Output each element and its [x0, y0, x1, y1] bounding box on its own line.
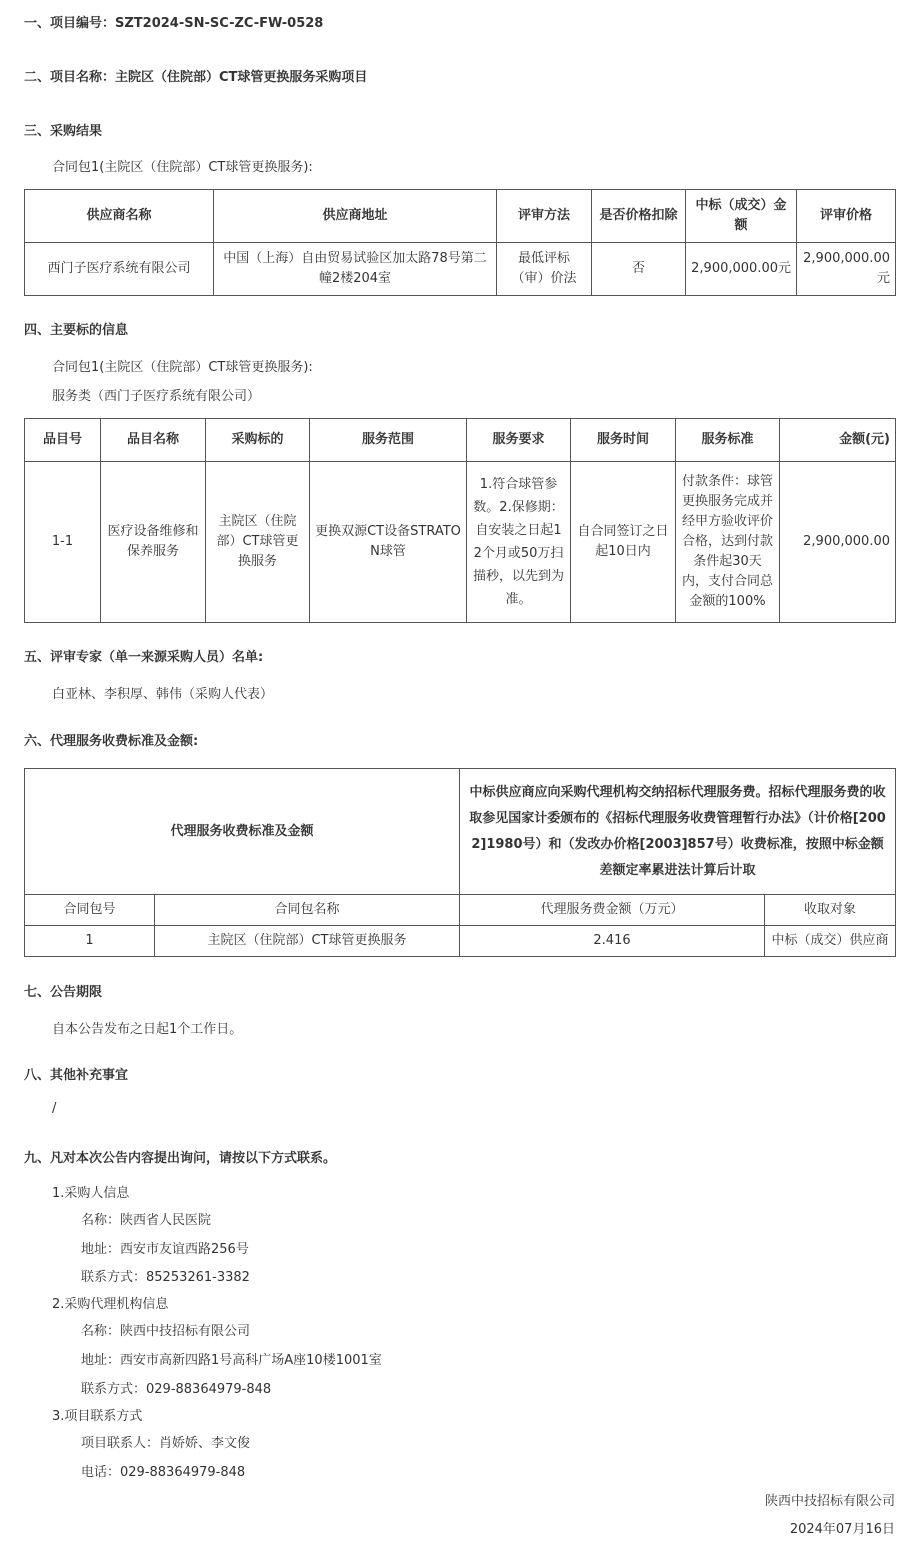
service-time: 自合同签订之日起10日内 [571, 462, 676, 623]
header-supplier-address: 供应商地址 [214, 190, 497, 243]
main-subject-heading: 四、主要标的信息 [24, 323, 129, 338]
table-row [25, 243, 896, 296]
contact-person: 项目联系人：肖娇娇、李文俊 [81, 1436, 251, 1451]
supplier-name: 西门子医疗系统有限公司 [25, 243, 214, 296]
header-subject: 采购标的 [206, 419, 310, 462]
service-scope: 更换双源CT设备STRATON球管 [310, 462, 467, 623]
header-item-name: 品目名称 [101, 419, 206, 462]
header-review-price: 评审价格 [797, 190, 896, 243]
header-price-deduction: 是否价格扣除 [592, 190, 686, 243]
announcement-period-heading: 七、公告期限 [24, 985, 103, 1000]
header-service-time: 服务时间 [571, 419, 676, 462]
amount: 2,900,000.00 [780, 462, 896, 623]
agency-fee-table [24, 768, 896, 957]
agency-title: 2.采购代理机构信息 [52, 1297, 169, 1312]
service-requirement: 1.符合球管参数。2.保修期：自安装之日起12个月或50万扫描秒，以先到为准。 [467, 462, 571, 623]
subject-table-header [25, 419, 896, 462]
agency-phone: 联系方式：029-88364979-848 [81, 1382, 272, 1397]
fee-standard-label: 代理服务收费标准及金额 [25, 769, 460, 895]
fee-amount: 2.416 [460, 926, 765, 957]
header-item-no: 品目号 [25, 419, 101, 462]
table-row [25, 462, 896, 623]
footer-date: 2024年07月16日 [789, 1522, 895, 1537]
header-fee-amount: 代理服务费金额（万元） [460, 895, 765, 926]
procurement-result-heading: 三、采购结果 [24, 124, 103, 139]
contact-title: 3.项目联系方式 [52, 1409, 143, 1424]
experts-list: 白亚林、李积厚、韩伟（采购人代表） [52, 687, 274, 702]
contact-phone: 电话：029-88364979-848 [81, 1465, 246, 1480]
subject-package-label: 合同包1(主院区（住院部）CT球管更换服务): [52, 360, 313, 375]
package-no: 1 [25, 926, 155, 957]
service-standard: 付款条件：球管更换服务完成并经甲方验收评价合格，达到付款条件起30天内，支付合同总金额的100% [676, 462, 780, 623]
agency-address: 地址：西安市高新四路1号高科广场A座10楼1001室 [81, 1353, 382, 1368]
project-number-heading: 一、项目编号：SZT2024-SN-SC-ZC-FW-0528 [24, 16, 324, 31]
agency-name: 名称：陕西中技招标有限公司 [81, 1324, 251, 1339]
header-award-amount: 中标（成交）金额 [686, 190, 797, 243]
fee-payer: 中标（成交）供应商 [765, 926, 896, 957]
experts-heading: 五、评审专家（单一来源采购人员）名单: [24, 650, 264, 665]
announcement-period-text: 自本公告发布之日起1个工作日。 [52, 1022, 243, 1037]
header-package-no: 合同包号 [25, 895, 155, 926]
purchaser-name: 名称：陕西省人民医院 [81, 1213, 212, 1228]
item-no: 1-1 [25, 462, 101, 623]
supplier-address: 中国（上海）自由贸易试验区加太路78号第二幢2楼204室 [214, 243, 497, 296]
other-matters-text: / [52, 1101, 57, 1116]
purchaser-phone: 联系方式：85253261-3382 [81, 1270, 250, 1285]
award-amount: 2,900,000.00元 [686, 243, 797, 296]
project-name-heading: 二、项目名称：主院区（住院部）CT球管更换服务采购项目 [24, 70, 368, 85]
header-supplier-name: 供应商名称 [25, 190, 214, 243]
subject: 主院区（住院部）CT球管更换服务 [206, 462, 310, 623]
item-name: 医疗设备维修和保养服务 [101, 462, 206, 623]
header-fee-payer: 收取对象 [765, 895, 896, 926]
header-service-standard: 服务标准 [676, 419, 780, 462]
review-price: 2,900,000.00元 [797, 243, 896, 296]
fee-standard-row [25, 769, 896, 895]
table-row [25, 926, 896, 957]
subject-category-label: 服务类（西门子医疗系统有限公司） [52, 389, 261, 404]
other-matters-heading: 八、其他补充事宜 [24, 1068, 129, 1083]
header-review-method: 评审方法 [497, 190, 592, 243]
header-amount: 金额(元) [780, 419, 896, 462]
fee-table-header [25, 895, 896, 926]
header-package-name: 合同包名称 [155, 895, 460, 926]
header-service-scope: 服务范围 [310, 419, 467, 462]
footer-organization: 陕西中技招标有限公司 [764, 1494, 895, 1509]
fee-standard-text: 中标供应商应向采购代理机构交纳招标代理服务费。招标代理服务费的收取参见国家计委颁布的《招标代理服务收费管理暂行办法》（计价格[2002]1980号）和（发改办价格[2003]857号）收费标准，按照中标金额差额定率累进法计算后计取 [460, 769, 896, 895]
contact-heading: 九、凡对本次公告内容提出询问，请按以下方式联系。 [24, 1151, 337, 1166]
result-table [24, 189, 896, 296]
header-service-requirement: 服务要求 [467, 419, 571, 462]
review-method: 最低评标（审）价法 [497, 243, 592, 296]
subject-table [24, 418, 896, 623]
purchaser-address: 地址：西安市友谊西路256号 [81, 1242, 249, 1257]
purchaser-title: 1.采购人信息 [52, 1186, 130, 1201]
agency-fee-heading: 六、代理服务收费标准及金额: [24, 734, 199, 749]
result-table-header [25, 190, 896, 243]
result-package-label: 合同包1(主院区（住院部）CT球管更换服务): [52, 160, 313, 175]
price-deduction: 否 [592, 243, 686, 296]
package-name: 主院区（住院部）CT球管更换服务 [155, 926, 460, 957]
